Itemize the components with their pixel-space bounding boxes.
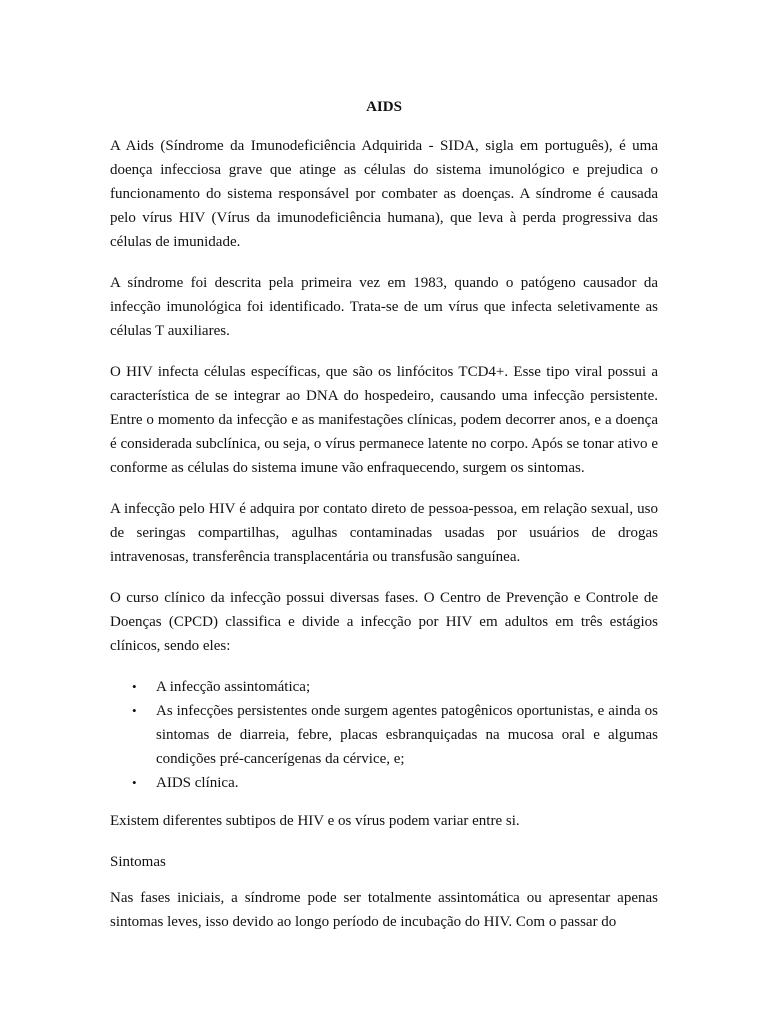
document-title: AIDS — [366, 99, 402, 115]
list-item-text: AIDS clínica. — [156, 775, 239, 791]
list-item — [132, 771, 658, 795]
paragraph-history: A síndrome foi descrita pela primeira vez em 1983, quando o patógeno causador da infecção imunológica foi identificado. Trata-se de um vírus que infecta seletivamente as células T auxiliares. — [110, 275, 658, 339]
list-item-text: A infecção assintomática; — [156, 679, 311, 695]
bullet-icon: • — [132, 679, 137, 694]
document-body — [110, 97, 658, 934]
paragraph-transmission: A infecção pelo HIV é adquira por contato direto de pessoa-pessoa, em relação sexual, uso de seringas compartilhas, agulhas contaminadas usadas por usuários de drogas intravenosas, transferência transplacentária ou transfusão sanguínea. — [110, 501, 658, 565]
paragraph-subtypes: Existem diferentes subtipos de HIV e os vírus podem variar entre si. — [110, 813, 520, 829]
stages-list — [110, 675, 658, 795]
paragraph-infection-mechanism: O HIV infecta células específicas, que são os linfócitos TCD4+. Esse tipo viral possui a característica de se integrar ao DNA do hospedeiro, causando uma infecção persistente. Entre o momento da infecção e as manifestações clínicas, podem decorrer anos, e a doença é considerada subclínica, ou seja, o vírus permanece latente no corpo. Após se tonar ativo e conforme as células do sistema imune vão enfraquecendo, surgem os sintomas. — [110, 364, 658, 476]
paragraph-clinical-course: O curso clínico da infecção possui diversas fases. O Centro de Prevenção e Controle de Doenças (CPCD) classifica e divide a infecção por HIV em adultos em três estágios clínicos, sendo eles: — [110, 590, 658, 654]
list-item — [132, 675, 658, 699]
list-item-text: As infecções persistentes onde surgem agentes patogênicos oportunistas, e ainda os sintomas de diarreia, febre, placas esbranquiçadas na mucosa oral e algumas condições pré-cancerígenas da cérvice, e; — [156, 703, 658, 767]
section-heading-symptoms: Sintomas — [110, 854, 166, 870]
bullet-icon: • — [132, 703, 137, 718]
list-item — [132, 699, 658, 771]
paragraph-intro: A Aids (Síndrome da Imunodeficiência Adquirida - SIDA, sigla em português), é uma doença infecciosa grave que atinge as células do sistema imunológico e prejudica o funcionamento do sistema responsável por combater as doenças. A síndrome é causada pelo vírus HIV (Vírus da imunodeficiência humana), que leva à perda progressiva das células de imunidade. — [110, 138, 658, 250]
bullet-icon: • — [132, 775, 137, 790]
paragraph-symptoms: Nas fases iniciais, a síndrome pode ser totalmente assintomática ou apresentar apenas sintomas leves, isso devido ao longo período de incubação do HIV. Com o passar do — [110, 890, 658, 930]
